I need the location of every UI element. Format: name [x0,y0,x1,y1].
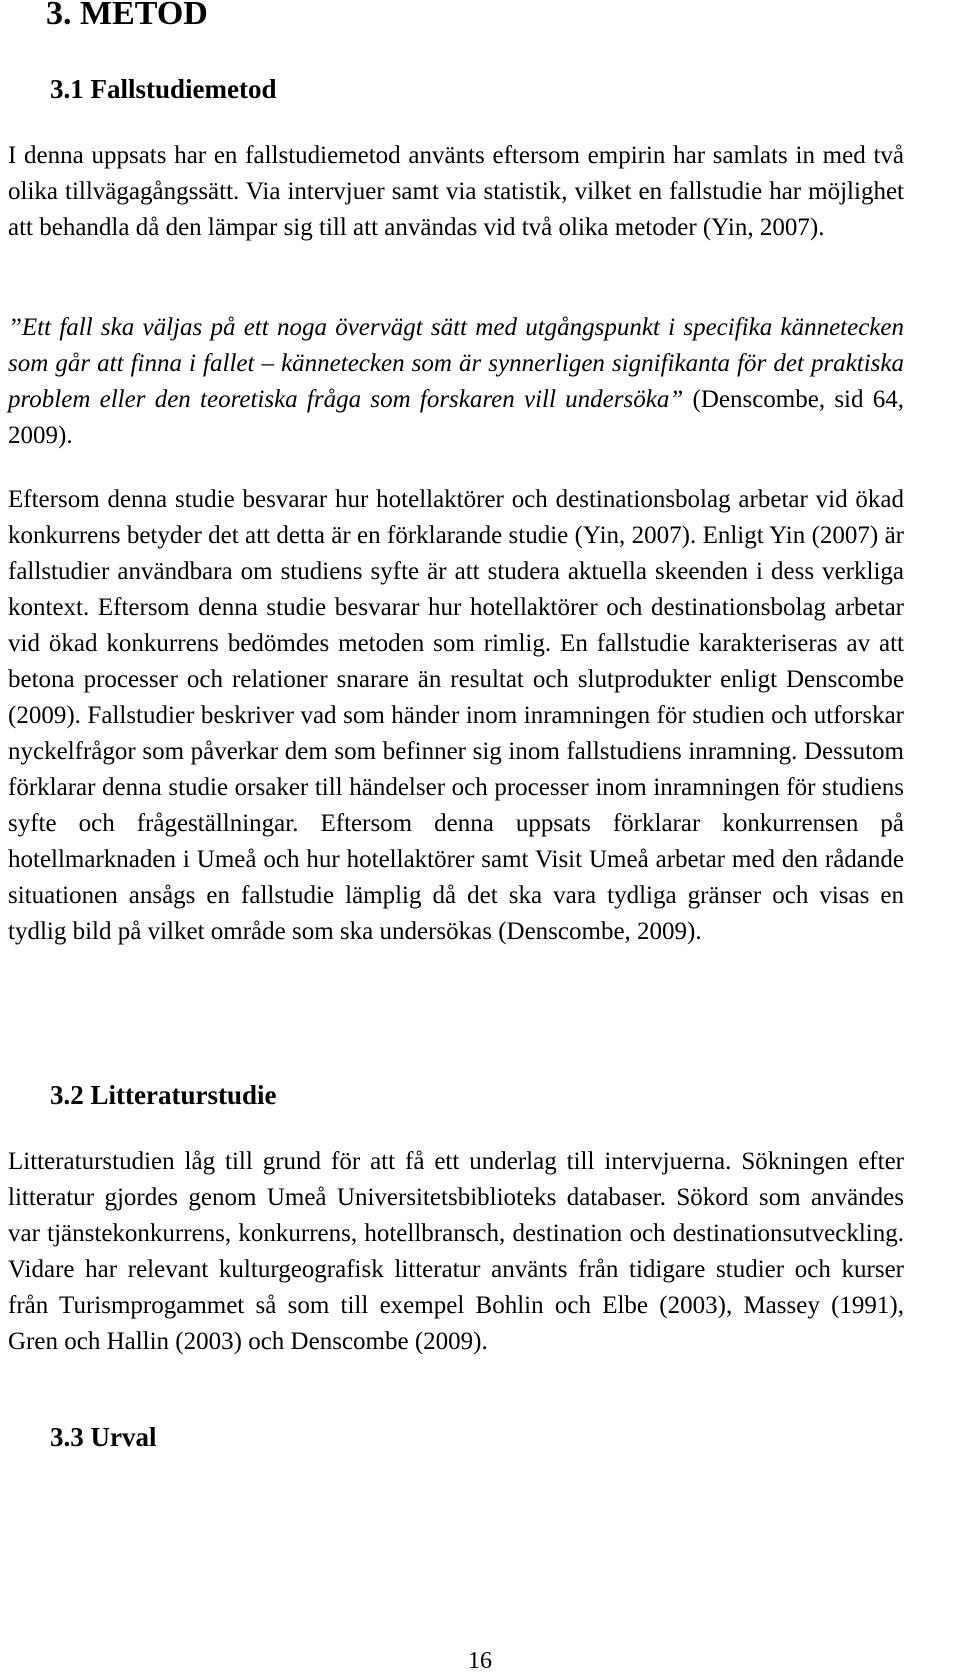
paragraph-fallstudiemetod-body: Eftersom denna studie besvarar hur hotellaktörer och destinationsbolag arbetar vid ökad konkurrens betyder det att detta är en förklarande studie (Yin, 2007). Enligt Yin (2007) är fallstudier användbara om studiens syfte är att studera aktuella skeenden i dess verkliga kontext. Eftersom denna studie besvarar hur hotellaktörer och destinationsbolag arbetar vid ökad konkurrens bedömdes metoden som rimlig. En fallstudie karakteriseras av att betona processer och relationer snarare än resultat och slutprodukter enligt Denscombe (2009). Fallstudier beskriver vad som händer inom inramningen för studien och utforskar nyckelfrågor som påverkar dem som befinner sig inom fallstudiens inramning. Dessutom förklarar denna studie orsaker till händelser och processer inom inramningen för studiens syfte och frågeställningar. Eftersom denna uppsats förklarar konkurrensen på hotellmarknaden i Umeå och hur hotellaktörer samt Visit Umeå arbetar med den rådande situationen ansågs en fallstudie lämplig då det ska vara tydliga gränser och visas en tydlig bild på vilket område som ska undersökas (Denscombe, 2009). [8,486,904,945]
section-heading-fallstudiemetod: 3.1 Fallstudiemetod [50,74,277,104]
paragraph-litteraturstudie: Litteraturstudien låg till grund för att få ett underlag till intervjuerna. Sökningen efter litteratur gjordes genom Umeå Universitetsbiblioteks databaser. Sökord som användes var tjänstekonkurrens, konkurrens, hotellbransch, destination och destinationsutveckling. Vidare har relevant kulturgeografisk litteratur använts från tidigare studier och kurser från Turismprogammet så som till exempel Bohlin och Elbe (2003), Massey (1991), Gren och Hallin (2003) och Denscombe (2009). [8,1148,904,1355]
quote-text: ”Ett fall ska väljas på ett noga övervägt sätt med utgångspunkt i specifika kännetecken som går att finna i fallet – kännetecken som är synnerligen signifikanta för det praktiska problem eller den teoretiska fråga som forskaren vill undersöka” [8,314,904,413]
section-heading-urval: 3.3 Urval [50,1422,157,1452]
quote-citation: (Denscombe, sid 64, 2009). [8,386,904,449]
paragraph-fallstudiemetod-intro: I denna uppsats har en fallstudiemetod använts eftersom empirin har samlats in med två olika tillvägagångssätt. Via intervjuer samt via statistik, vilket en fallstudie har möjlighet att behandla då den lämpar sig till att användas vid två olika metoder (Yin, 2007). [8,142,904,241]
section-heading-litteraturstudie: 3.2 Litteraturstudie [50,1080,277,1110]
page-number: 16 [468,1648,492,1674]
block-quote [8,310,904,454]
chapter-title: 3. METOD [46,0,208,32]
